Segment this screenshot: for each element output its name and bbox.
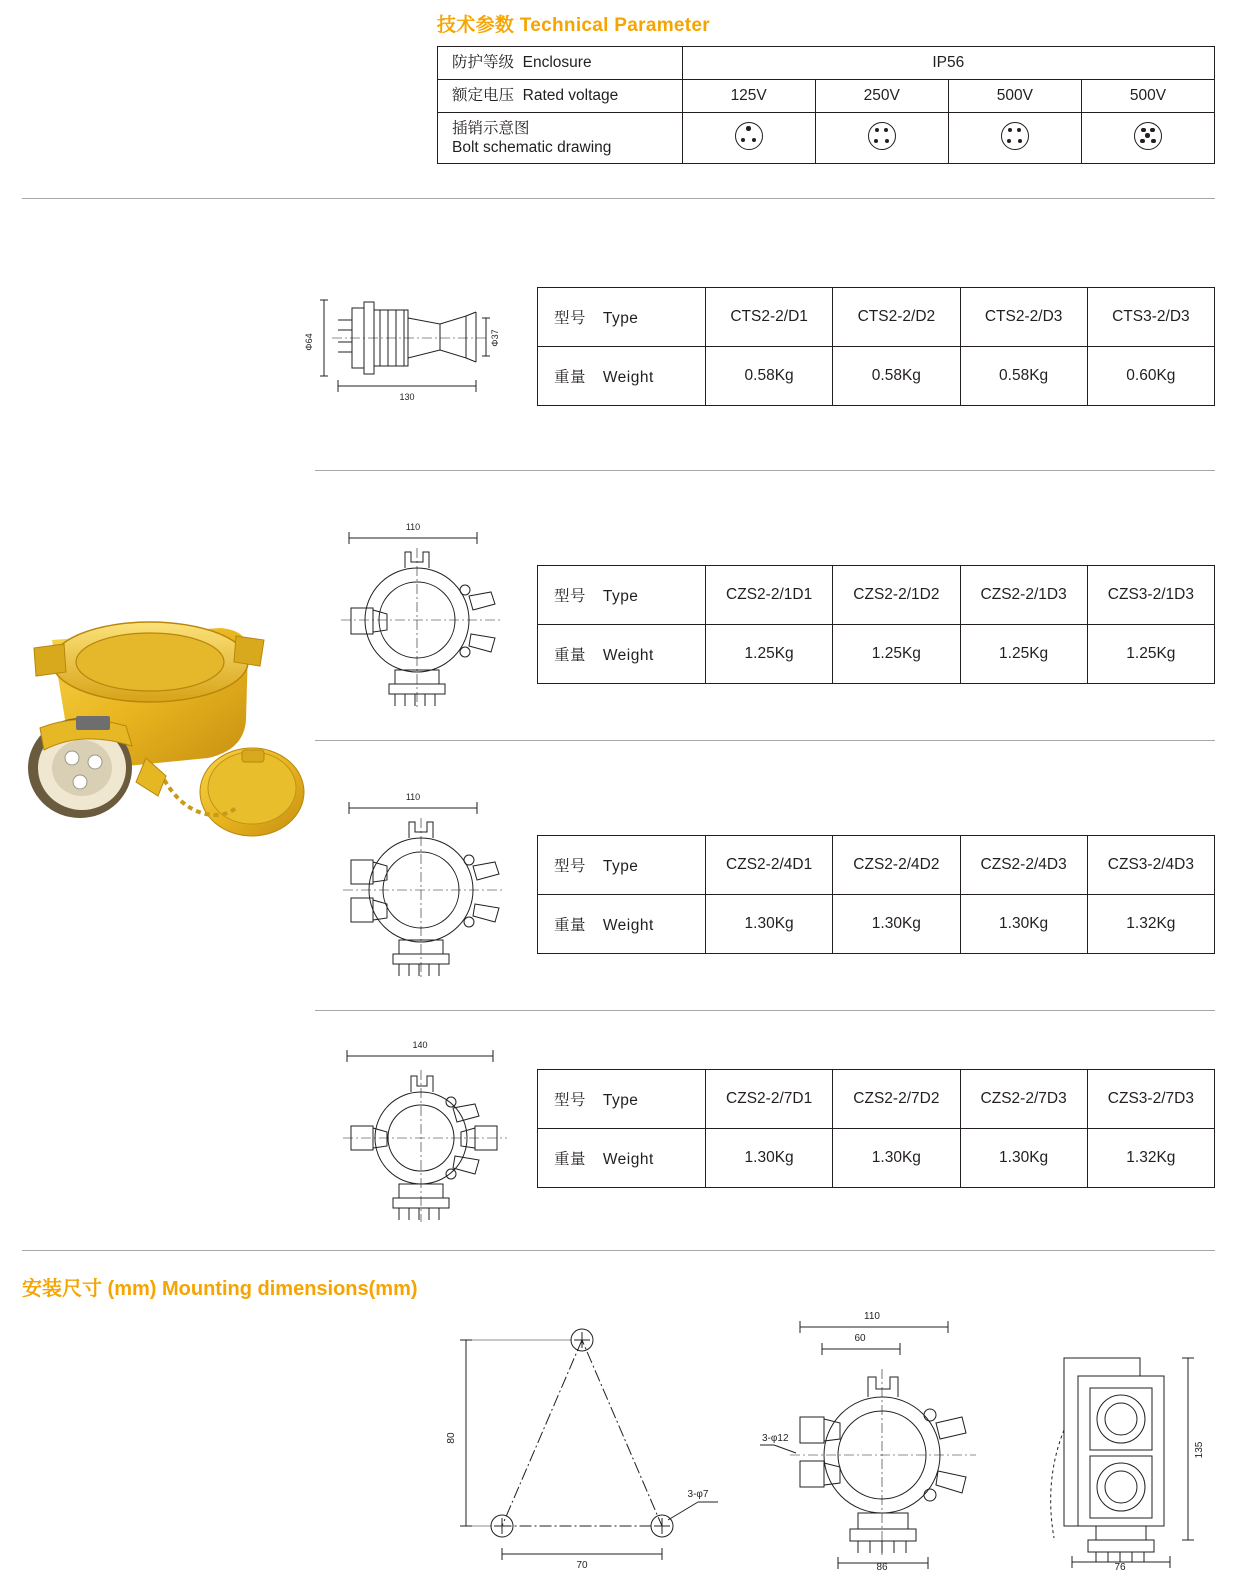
svg-text:Φ64: Φ64 — [304, 333, 314, 351]
svg-text:135: 135 — [1194, 1441, 1205, 1459]
table-row — [538, 625, 1215, 684]
enclosure-label-cn: 防护等级 — [452, 54, 515, 72]
divider — [315, 740, 1215, 741]
divider — [315, 470, 1215, 471]
type-value: CTS3-2/D3 — [1087, 288, 1214, 347]
pin-diagram-icon — [1001, 122, 1029, 150]
type-header-cn: 型号 — [554, 1092, 587, 1109]
weight-value: 0.58Kg — [706, 347, 833, 406]
type-header-en: Type — [602, 588, 639, 605]
mounting-front-view-drawing — [760, 1305, 990, 1570]
weight-value: 0.58Kg — [833, 347, 960, 406]
bolt-schematic-label-en: Bolt schematic drawing — [452, 139, 612, 156]
svg-text:Φ37: Φ37 — [490, 329, 500, 347]
enclosure-label-en: Enclosure — [522, 54, 592, 72]
plug-drawing — [290, 280, 520, 400]
type-value: CTS2-2/D2 — [833, 288, 960, 347]
type-header — [538, 566, 706, 625]
technical-parameter-table — [437, 46, 1215, 164]
svg-text:110: 110 — [405, 792, 421, 802]
weight-header-en: Weight — [602, 369, 654, 386]
mounting-dimensions-title: 安装尺寸 (mm) Mounting dimensions(mm) — [22, 1278, 418, 1300]
type-value: CZS2-2/4D3 — [960, 836, 1087, 895]
type-header-en: Type — [602, 310, 639, 327]
rated-voltage-value-1: 125V — [682, 80, 815, 113]
pin-diagram-icon — [735, 122, 763, 150]
table-row — [538, 1129, 1215, 1188]
product-photo — [10, 600, 330, 860]
type-header — [538, 836, 706, 895]
weight-value: 1.30Kg — [833, 1129, 960, 1188]
svg-text:76: 76 — [1114, 1562, 1126, 1570]
weight-value: 1.30Kg — [960, 895, 1087, 954]
socket-4d-spec-table — [537, 835, 1215, 954]
weight-header-cn: 重量 — [554, 917, 587, 934]
type-header-cn: 型号 — [554, 310, 587, 327]
technical-parameter-title: 技术参数 Technical Parameter — [437, 15, 710, 36]
table-row — [538, 1070, 1215, 1129]
socket-4d-drawing — [325, 782, 525, 987]
type-header — [538, 288, 706, 347]
mounting-side-view-drawing — [1020, 1330, 1220, 1570]
socket-7d-drawing — [325, 1030, 535, 1235]
socket-1d-spec-table — [537, 565, 1215, 684]
rated-voltage-value-4: 500V — [1081, 80, 1214, 113]
table-row — [438, 47, 1215, 80]
rated-voltage-label-cn: 额定电压 — [452, 87, 515, 105]
type-header-en: Type — [602, 858, 639, 875]
bolt-schematic-4pin-b — [948, 113, 1081, 164]
svg-text:3-φ12: 3-φ12 — [762, 1433, 789, 1444]
mounting-hole-pattern-drawing — [440, 1310, 730, 1570]
type-value: CZS2-2/1D3 — [960, 566, 1087, 625]
rated-voltage-value-3: 500V — [948, 80, 1081, 113]
weight-value: 1.30Kg — [706, 1129, 833, 1188]
weight-header-cn: 重量 — [554, 369, 587, 386]
weight-value: 0.58Kg — [960, 347, 1087, 406]
type-header-en: Type — [602, 1092, 639, 1109]
type-value: CZS3-2/1D3 — [1087, 566, 1214, 625]
divider — [315, 1010, 1215, 1011]
bolt-schematic-4pin-a — [815, 113, 948, 164]
bolt-schematic-5pin — [1081, 113, 1214, 164]
bolt-schematic-label — [438, 113, 683, 164]
weight-header — [538, 347, 706, 406]
weight-header — [538, 625, 706, 684]
weight-value: 1.32Kg — [1087, 1129, 1214, 1188]
type-value: CTS2-2/D3 — [960, 288, 1087, 347]
svg-text:130: 130 — [399, 392, 415, 400]
type-value: CZS3-2/7D3 — [1087, 1070, 1214, 1129]
table-row — [538, 836, 1215, 895]
weight-value: 1.25Kg — [706, 625, 833, 684]
type-value: CTS2-2/D1 — [706, 288, 833, 347]
weight-value: 1.32Kg — [1087, 895, 1214, 954]
socket-1d-drawing — [325, 512, 525, 717]
weight-header-cn: 重量 — [554, 647, 587, 664]
type-header — [538, 1070, 706, 1129]
weight-header-en: Weight — [602, 647, 654, 664]
weight-value: 1.25Kg — [960, 625, 1087, 684]
weight-value: 1.30Kg — [960, 1129, 1087, 1188]
pin-diagram-icon — [868, 122, 896, 150]
table-row — [538, 288, 1215, 347]
bolt-schematic-3pin — [682, 113, 815, 164]
svg-text:60: 60 — [854, 1333, 866, 1344]
svg-text:86: 86 — [876, 1562, 888, 1570]
weight-value: 1.25Kg — [833, 625, 960, 684]
type-value: CZS2-2/7D2 — [833, 1070, 960, 1129]
type-value: CZS2-2/4D1 — [706, 836, 833, 895]
table-row — [538, 566, 1215, 625]
type-header-cn: 型号 — [554, 858, 587, 875]
table-row — [538, 895, 1215, 954]
divider — [22, 198, 1215, 199]
type-value: CZS2-2/7D1 — [706, 1070, 833, 1129]
weight-value: 0.60Kg — [1087, 347, 1214, 406]
weight-header — [538, 895, 706, 954]
type-value: CZS2-2/1D2 — [833, 566, 960, 625]
svg-text:70: 70 — [576, 1560, 588, 1570]
weight-header-en: Weight — [602, 917, 654, 934]
rated-voltage-label-en: Rated voltage — [522, 87, 619, 105]
divider — [22, 1250, 1215, 1251]
svg-text:110: 110 — [864, 1311, 880, 1322]
svg-text:140: 140 — [412, 1040, 428, 1050]
svg-text:110: 110 — [405, 522, 421, 532]
type-value: CZS3-2/4D3 — [1087, 836, 1214, 895]
table-row — [438, 113, 1215, 164]
enclosure-value: IP56 — [682, 47, 1214, 80]
weight-header — [538, 1129, 706, 1188]
rated-voltage-value-2: 250V — [815, 80, 948, 113]
pin-diagram-icon — [1134, 122, 1162, 150]
type-header-cn: 型号 — [554, 588, 587, 605]
weight-header-cn: 重量 — [554, 1151, 587, 1168]
type-value: CZS2-2/1D1 — [706, 566, 833, 625]
table-row — [538, 347, 1215, 406]
type-value: CZS2-2/7D3 — [960, 1070, 1087, 1129]
enclosure-label — [438, 47, 683, 80]
weight-value: 1.30Kg — [706, 895, 833, 954]
bolt-schematic-label-cn: 插销示意图 — [452, 119, 530, 137]
rated-voltage-label — [438, 80, 683, 113]
weight-value: 1.25Kg — [1087, 625, 1214, 684]
svg-text:80: 80 — [446, 1432, 457, 1444]
type-value: CZS2-2/4D2 — [833, 836, 960, 895]
plug-spec-table — [537, 287, 1215, 406]
svg-text:3-φ7: 3-φ7 — [687, 1489, 709, 1500]
weight-value: 1.30Kg — [833, 895, 960, 954]
table-row — [438, 80, 1215, 113]
socket-7d-spec-table — [537, 1069, 1215, 1188]
weight-header-en: Weight — [602, 1151, 654, 1168]
